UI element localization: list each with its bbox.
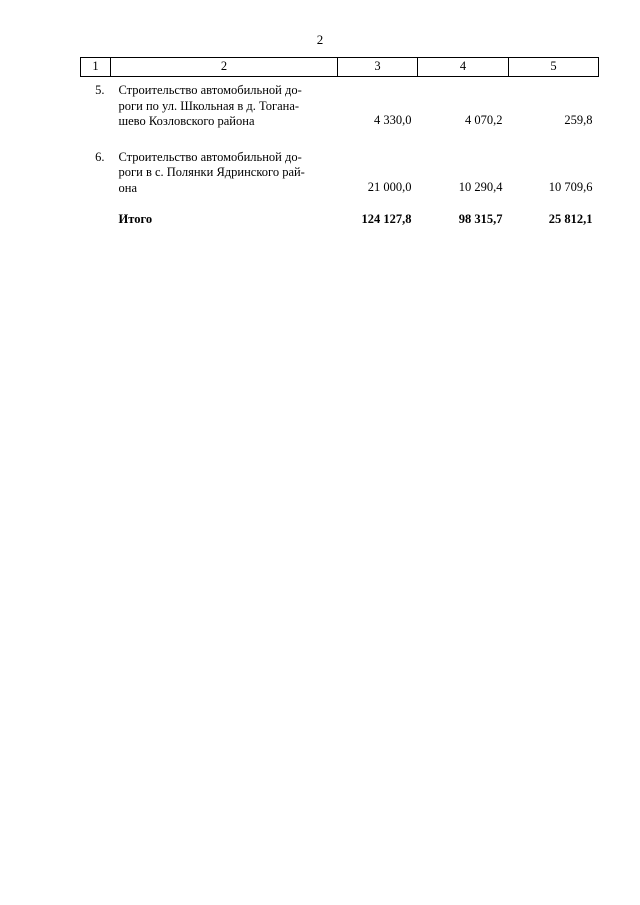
row-value-col3: 21 000,0 (367, 179, 412, 194)
page-number: 2 (316, 32, 324, 47)
column-header-1: 1 (81, 58, 111, 77)
row-description-line: Строительство автомобильной до- (118, 149, 302, 164)
row-spacer (81, 130, 599, 144)
row-value-col3: 4 330,0 (374, 113, 412, 127)
column-header-5: 5 (509, 58, 599, 77)
row-description-line: шево Козловского района (118, 114, 255, 128)
row-value-col5: 10 709,6 (548, 179, 593, 194)
column-header-4: 4 (418, 58, 509, 77)
table-row (81, 77, 599, 130)
total-value-col3: 124 127,8 (361, 212, 412, 226)
table-row (81, 144, 599, 197)
row-number: 6. (95, 149, 105, 164)
row-spacer (81, 196, 599, 210)
row-value-col4: 10 290,4 (458, 179, 503, 194)
row-description-line: Строительство автомобильной до- (118, 83, 302, 97)
row-number: 5. (95, 83, 105, 97)
row-description-line: она (118, 180, 137, 195)
row-value-col4: 4 070,2 (465, 113, 503, 127)
row-description-line: роги в с. Полянки Ядринского рай- (118, 165, 305, 179)
row-value-col5: 259,8 (564, 113, 593, 127)
total-value-col5: 25 812,1 (548, 212, 593, 226)
table-header-row (81, 58, 599, 77)
row-description (111, 144, 338, 197)
total-row-number (81, 210, 111, 229)
total-label: Итого (118, 212, 153, 226)
column-header-2: 2 (111, 58, 338, 77)
table-total-row (81, 210, 599, 229)
total-value-col4: 98 315,7 (458, 212, 503, 226)
column-header-3: 3 (338, 58, 418, 77)
row-description (111, 77, 338, 130)
data-table (80, 57, 599, 229)
row-description-line: роги по ул. Школьная в д. Тогана- (118, 98, 300, 113)
